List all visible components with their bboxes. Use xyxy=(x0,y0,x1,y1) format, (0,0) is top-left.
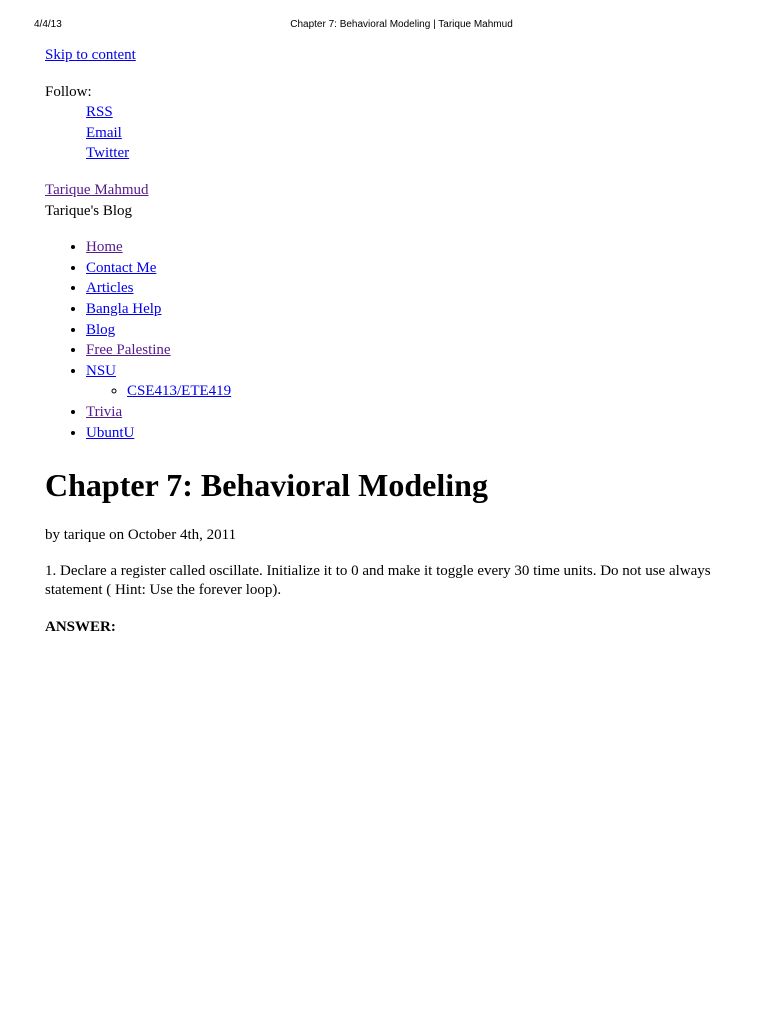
site-title-link[interactable]: Tarique Mahmud xyxy=(45,181,149,198)
nav-link-nsu[interactable]: NSU xyxy=(86,362,117,379)
follow-item-twitter xyxy=(86,143,735,164)
post-byline: by tarique on October 4th, 2011 xyxy=(45,527,237,544)
nav-link-free-palestine[interactable]: Free Palestine xyxy=(86,342,171,359)
nav-item-home xyxy=(86,237,735,258)
print-header xyxy=(0,19,768,33)
site-branding xyxy=(45,180,735,221)
email-link[interactable]: Email xyxy=(86,124,122,141)
nav-link-home[interactable]: Home xyxy=(86,239,123,256)
print-page-title: Chapter 7: Behavioral Modeling | Tarique Mahmud xyxy=(290,19,513,30)
nav-link-bangla-help[interactable]: Bangla Help xyxy=(86,300,162,317)
main-navigation xyxy=(45,237,735,443)
rss-link[interactable]: RSS xyxy=(86,104,113,121)
skip-to-content-link[interactable]: Skip to content xyxy=(45,47,136,63)
nav-item-nsu xyxy=(86,361,735,402)
nav-link-articles[interactable]: Articles xyxy=(86,280,134,297)
nav-subitem-cse413 xyxy=(127,381,735,402)
follow-section xyxy=(45,82,735,164)
nav-item-blog xyxy=(86,320,735,341)
nav-link-cse413-ete419[interactable]: CSE413/ETE419 xyxy=(127,383,232,400)
nav-submenu-nsu xyxy=(86,381,735,402)
follow-links xyxy=(45,102,735,164)
nav-item-free-palestine xyxy=(86,340,735,361)
nav-item-trivia xyxy=(86,402,735,423)
page-content xyxy=(45,45,735,637)
nav-link-ubuntu[interactable]: UbuntU xyxy=(86,424,135,441)
answer-label: ANSWER: xyxy=(45,618,116,635)
site-description: Tarique's Blog xyxy=(45,202,133,219)
nav-link-trivia[interactable]: Trivia xyxy=(86,403,123,420)
follow-label: Follow: xyxy=(45,83,92,100)
nav-item-ubuntu xyxy=(86,423,735,444)
follow-item-rss xyxy=(86,102,735,123)
nav-item-bangla-help xyxy=(86,299,735,320)
twitter-link[interactable]: Twitter xyxy=(86,145,130,162)
nav-link-blog[interactable]: Blog xyxy=(86,321,116,338)
follow-item-email xyxy=(86,123,735,144)
nav-link-contact-me[interactable]: Contact Me xyxy=(86,259,157,276)
nav-item-articles xyxy=(86,278,735,299)
nav-item-contact-me xyxy=(86,258,735,279)
print-date: 4/4/13 xyxy=(34,19,62,30)
post-question: 1. Declare a register called oscillate. Initialize it to 0 and make it toggle every 30 time units. Do not use always statement ( Hint: Use the forever loop). xyxy=(45,562,711,599)
post-title: Chapter 7: Behavioral Modeling xyxy=(45,467,488,504)
